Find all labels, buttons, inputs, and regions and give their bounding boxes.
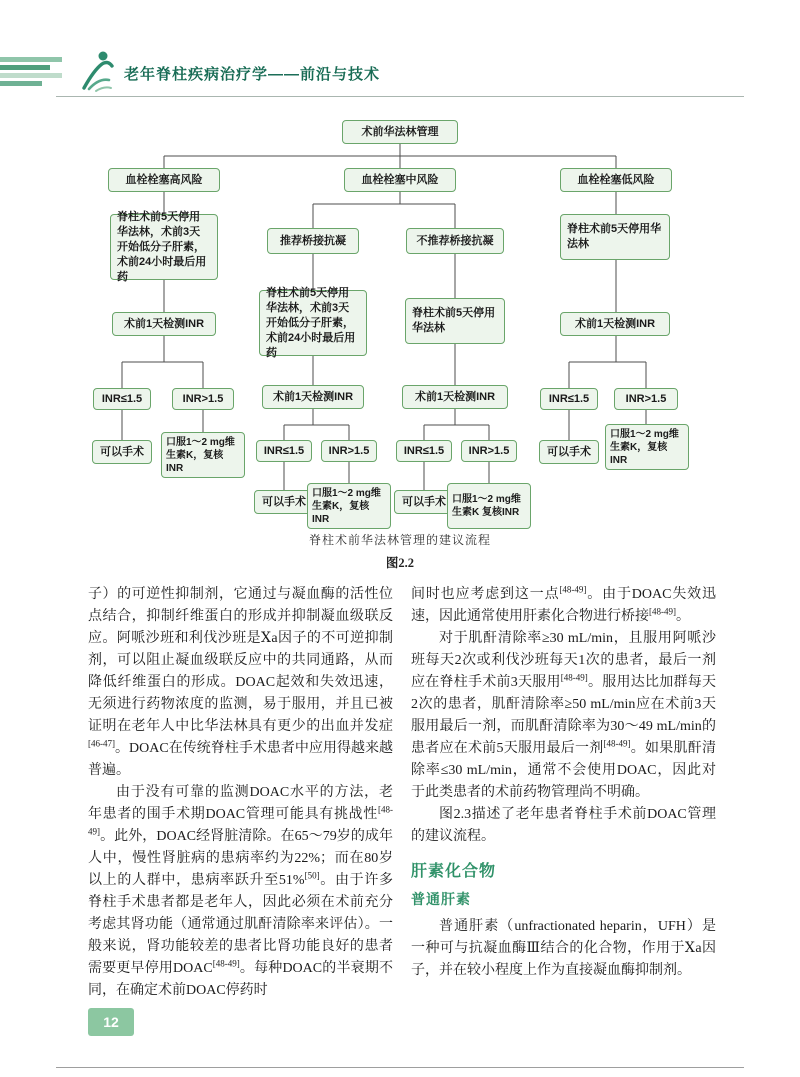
body-paragraph: 对于肌酐清除率≥30 mL/min，且服用阿哌沙班每天2次或利伐沙班每天1次的患者，最后一剂应在脊柱手术前3天服用[48-49]。服用达比加群每天2次的患者，肌酐清除率≥50 mL/min应在术前3天服用最后一剂，而肌酐清除率为30～49 mL/min的患者应在术前5天服用最后一剂[48-49]。如果肌酐清除率≤30 mL/min，通常不会使用DOAC，因此对于此类患者的术前药物管理尚不明确。 <box>411 631 716 800</box>
section-heading: 肝素化合物 <box>411 863 497 880</box>
decor-stripe <box>0 73 62 78</box>
decor-stripe <box>0 57 62 62</box>
figure-caption-block <box>0 531 800 571</box>
header-decor-stripes <box>0 57 62 89</box>
flowchart-node-high-check-inr: 术前1天检测INR <box>112 312 216 336</box>
flowchart-node-mid-left-check-inr: 术前1天检测INR <box>262 385 364 409</box>
flowchart-node-low-inr-gt: INR>1.5 <box>614 388 678 410</box>
flowchart-node-high-surgery-ok: 可以手术 <box>92 440 152 464</box>
body-paragraph: 间时也应考虑到这一点[48-49]。由于DOAC失效迅速，因此通常使用肝素化合物进行桥接[48-49]。 <box>411 584 717 624</box>
flowchart-node-mid-right-check-inr: 术前1天检测INR <box>402 385 508 409</box>
article-columns <box>88 584 716 1002</box>
flowchart-node-low-vitamin-k: 口服1～2 mg维生素K，复核INR <box>605 424 689 470</box>
flowchart-node-mid-left-surgery-ok: 可以手术 <box>254 490 314 514</box>
flowchart-node-risk-low: 血栓栓塞低风险 <box>560 168 672 192</box>
flowchart-node-mid-left-vitamin-k: 口服1～2 mg维生素K，复核INR <box>307 483 391 529</box>
flowchart-node-mid-right-surgery-ok: 可以手术 <box>394 490 454 514</box>
flowchart-node-risk-high: 血栓栓塞高风险 <box>108 168 220 192</box>
header-rule <box>56 96 744 97</box>
flowchart-node-high-vitamin-k: 口服1～2 mg维生素K，复核INR <box>161 432 245 478</box>
flowchart-node-high-inr-le: INR≤1.5 <box>93 388 151 410</box>
body-paragraph: 图2.3描述了老年患者脊柱手术前DOAC管理的建议流程。 <box>411 807 716 844</box>
page-number-badge: 12 <box>88 1008 134 1036</box>
flowchart-node-bridge-not-recommended: 不推荐桥接抗凝 <box>406 228 504 254</box>
figure-label: 图2.2 <box>385 556 415 570</box>
body-paragraph: 普通肝素（unfractionated heparin，UFH）是一种可与抗凝血酶Ⅲ结合的化合物，作用于Ⅹa因子，并在较小程度上作为直接凝血酶抑制剂。 <box>411 919 716 978</box>
book-title: 老年脊柱疾病治疗学——前沿与技术 <box>124 66 381 83</box>
figure-caption: 脊柱术前华法林管理的建议流程 <box>308 533 491 547</box>
flowchart-node-low-surgery-ok: 可以手术 <box>539 440 599 464</box>
flowchart-node-high-plan: 脊柱术前5天停用华法林，术前3天开始低分子肝素，术前24小时最后用药 <box>110 214 218 280</box>
flowchart-node-mid-left-inr-le: INR≤1.5 <box>256 440 312 462</box>
decor-stripe <box>0 81 42 86</box>
flowchart-node-mid-right-inr-gt: INR>1.5 <box>461 440 517 462</box>
flowchart-node-low-check-inr: 术前1天检测INR <box>560 312 670 336</box>
subsection-heading: 普通肝素 <box>411 891 471 907</box>
right-column <box>411 584 716 1002</box>
left-column <box>88 584 393 1002</box>
flowchart-node-mid-plan-bridge: 脊柱术前5天停用华法林，术前3天开始低分子肝素，术前24小时最后用药 <box>259 290 367 356</box>
publisher-figure-logo-icon <box>76 48 120 94</box>
flowchart-node-high-inr-gt: INR>1.5 <box>172 388 234 410</box>
flowchart-node-mid-right-inr-le: INR≤1.5 <box>396 440 452 462</box>
flowchart-node-bridge-recommended: 推荐桥接抗凝 <box>267 228 359 254</box>
flowchart-node-risk-mid: 血栓栓塞中风险 <box>344 168 456 192</box>
body-paragraph: 子）的可逆性抑制剂，它通过与凝血酶的活性位点结合，抑制纤维蛋白的形成并抑制凝血级联反应。阿哌沙班和利伐沙班是Ⅹa因子的不可逆抑制剂，可以阻止凝血级联反应中的共同通路，从而降低纤维蛋白的形成。DOAC起效和失效迅速，无须进行药物浓度的监测，易于服用，并且已被证明在老年人中比华法林具有更少的出血并发症[46-47]。DOAC在传统脊柱手术患者中应用得越来越普遍。 <box>88 587 393 778</box>
decor-stripe <box>0 65 50 70</box>
footer-rule <box>56 1067 744 1068</box>
body-paragraph: 由于没有可靠的监测DOAC水平的方法，老年患者的围手术期DOAC管理可能具有挑战性[48-49]。此外，DOAC经肾脏清除。在65～79岁的成年人中，慢性肾脏病的患病率约为22%；而在80岁以上的人群中，患病率跃升至51%[50]。由于许多脊柱手术患者都是老年人，因此必须在术前充分考虑其肾功能（通常通过肌酐清除率来评估）。一般来说，肾功能较差的患者比肾功能良好的患者需要更早停用DOAC[48-49]。每种DOAC的半衰期不同，在确定术前DOAC停药时 <box>88 785 394 998</box>
flowchart-node-mid-left-inr-gt: INR>1.5 <box>321 440 377 462</box>
flowchart-node-mid-right-vitamin-k: 口服1～2 mg维生素K 复核INR <box>447 483 531 529</box>
flowchart-node-mid-stop-only: 脊柱术前5天停用华法林 <box>405 298 505 344</box>
flowchart-node-root: 术前华法林管理 <box>342 120 458 144</box>
flowchart-node-low-stop-only: 脊柱术前5天停用华法林 <box>560 214 670 260</box>
flowchart-node-low-inr-le: INR≤1.5 <box>540 388 598 410</box>
